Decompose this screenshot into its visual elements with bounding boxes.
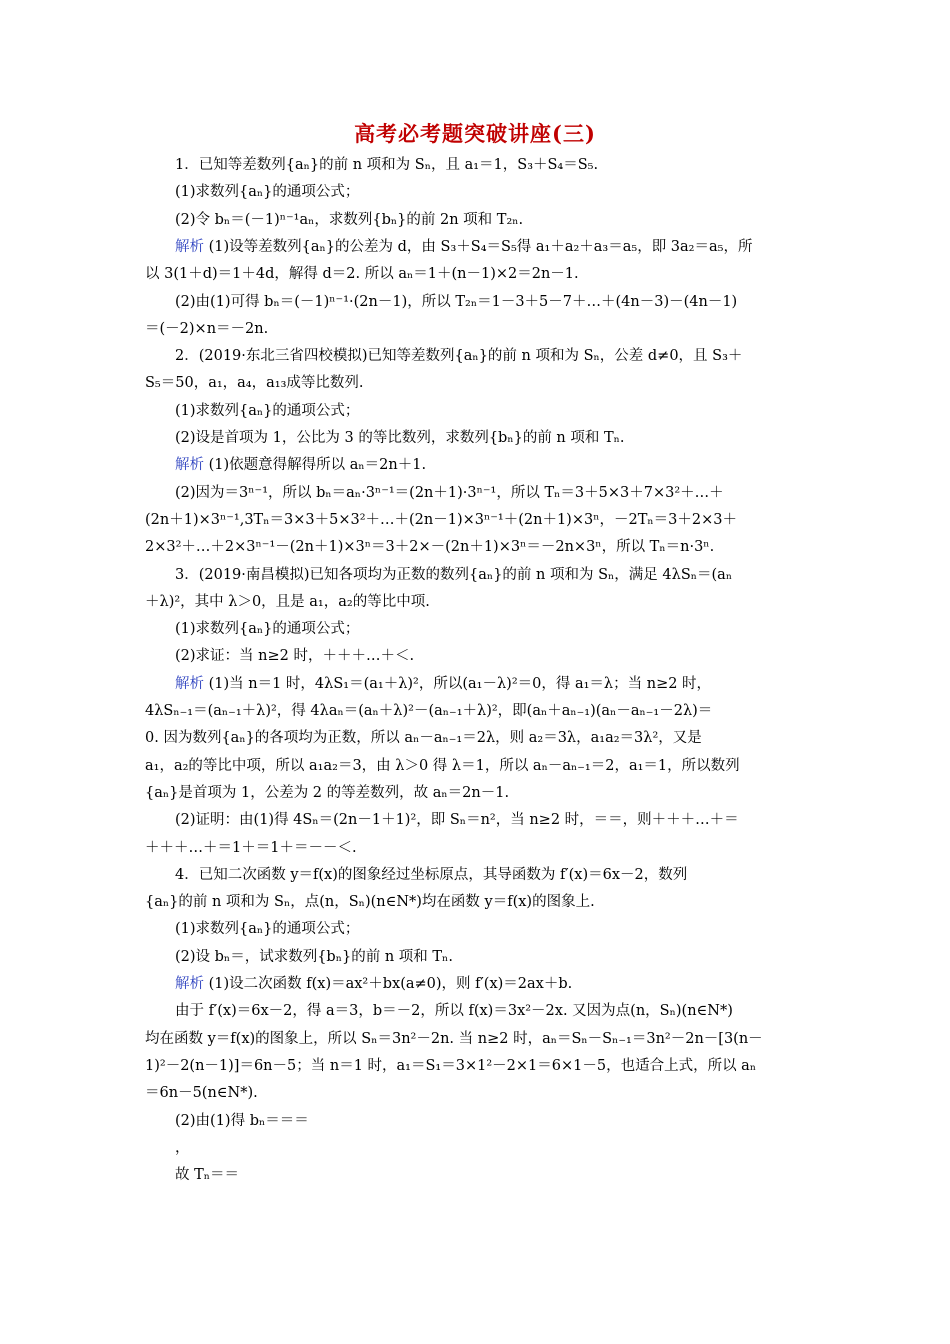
text-line	[145, 592, 810, 612]
line-text: (1)求数列{aₙ}的通项公式；	[175, 402, 360, 419]
text-line	[175, 865, 810, 885]
line-text: ＋＋＋…＋＝1＋＝1＋＝－－＜.	[145, 839, 357, 856]
line-text: 故 Tₙ＝＝	[175, 1167, 240, 1184]
line-text: 4．已知二次函数 y＝f(x)的图象经过坐标原点，其导函数为 f′(x)＝6x－2，数列	[175, 866, 688, 883]
line-text: 4λSₙ₋₁＝(aₙ₋₁＋λ)²，得 4λaₙ＝(aₙ＋λ)²－(aₙ₋₁＋λ)²，即(aₙ＋aₙ₋₁)(aₙ－aₙ₋₁－2λ)＝	[145, 703, 713, 719]
line-text: {aₙ}是首项为 1，公差为 2 的等差数列，故 aₙ＝2n－1.	[145, 784, 510, 801]
text-line	[175, 292, 810, 312]
line-text: (1)设二次函数 f(x)＝ax²＋bx(a≠0)，则 f′(x)＝2ax＋b.	[204, 976, 573, 992]
text-line	[145, 373, 810, 393]
line-text: (1)求数列{aₙ}的通项公式；	[175, 621, 360, 638]
solution-label: 解析	[175, 457, 204, 474]
line-text: ＝(－2)×n＝－2n.	[145, 320, 269, 337]
text-line	[175, 182, 810, 202]
text-line	[145, 264, 810, 284]
text-line	[175, 974, 810, 994]
text-line	[145, 756, 810, 776]
line-text: ，	[175, 1139, 190, 1156]
line-text: 均在函数 y＝f(x)的图象上，所以 Sₙ＝3n²－2n. 当 n≥2 时，aₙ＝Sₙ－Sₙ₋₁＝3n²－2n－[3(n－	[145, 1030, 763, 1047]
line-text: ＝6n－5(n∈N*).	[145, 1085, 258, 1102]
text-line	[175, 455, 810, 475]
text-line	[175, 1138, 810, 1158]
text-line	[175, 483, 810, 503]
text-line	[145, 1056, 810, 1076]
line-text: (2)令 bₙ＝(－1)ⁿ⁻¹aₙ，求数列{bₙ}的前 2n 项和 T₂ₙ.	[175, 211, 524, 228]
text-line	[145, 1029, 810, 1049]
line-text: 2．(2019·东北三省四校模拟)已知等差数列{aₙ}的前 n 项和为 Sₙ，公差 d≠0，且 S₃＋	[175, 348, 743, 365]
line-text: 2×3²＋…＋2×3ⁿ⁻¹－(2n＋1)×3ⁿ＝3＋2×－(2n＋1)×3ⁿ＝－2n×3ⁿ，所以 Tₙ＝n·3ⁿ.	[145, 539, 715, 556]
line-text: (2)设是首项为 1，公比为 3 的等比数列，求数列{bₙ}的前 n 项和 Tₙ.	[175, 430, 625, 446]
text-line	[175, 210, 810, 230]
text-line	[175, 565, 810, 585]
line-text: 1．已知等差数列{aₙ}的前 n 项和为 Sₙ，且 a₁＝1，S₃＋S₄＝S₅.	[175, 157, 599, 173]
line-text: S₅＝50，a₁，a₄，a₁₃成等比数列.	[145, 375, 364, 392]
text-line	[175, 428, 810, 448]
line-text: 3．(2019·南昌模拟)已知各项均为正数的数列{aₙ}的前 n 项和为 Sₙ，满足 4λSₙ＝(aₙ	[175, 566, 733, 583]
text-line	[145, 319, 810, 339]
text-line	[175, 810, 810, 830]
line-text: 0. 因为数列{aₙ}的各项均为正数，所以 aₙ－aₙ₋₁＝2λ，则 a₂＝3λ，a₁a₂＝3λ²，又是	[145, 730, 702, 747]
text-line	[145, 728, 810, 748]
line-text: (2)因为＝3ⁿ⁻¹，所以 bₙ＝aₙ·3ⁿ⁻¹＝(2n＋1)·3ⁿ⁻¹，所以 Tₙ＝3＋5×3＋7×3²＋…＋	[175, 484, 724, 501]
text-line	[175, 155, 810, 175]
text-line	[145, 510, 810, 530]
line-text: (2)设 bₙ＝，试求数列{bₙ}的前 n 项和 Tₙ.	[175, 948, 453, 965]
line-text: (1)求数列{aₙ}的通项公式；	[175, 921, 360, 938]
line-text: {aₙ}的前 n 项和为 Sₙ，点(n，Sₙ)(n∈N*)均在函数 y＝f(x)的图象上.	[145, 894, 595, 911]
text-line	[145, 1083, 810, 1103]
line-text: (1)求数列{aₙ}的通项公式；	[175, 184, 360, 201]
line-text: (1)设等差数列{aₙ}的公差为 d，由 S₃＋S₄＝S₅得 a₁＋a₂＋a₃＝a₅，即 3a₂＝a₅，所	[204, 238, 753, 255]
text-line	[175, 346, 810, 366]
text-line	[145, 892, 810, 912]
text-line	[175, 947, 810, 967]
solution-label: 解析	[175, 976, 204, 992]
line-text: (2)由(1)可得 bₙ＝(－1)ⁿ⁻¹·(2n－1)，所以 T₂ₙ＝1－3＋5－7＋…＋(4n－3)－(4n－1)	[175, 293, 738, 310]
text-line	[175, 919, 810, 939]
line-text: (2)求证：当 n≥2 时，＋＋＋…＋＜.	[175, 648, 415, 665]
line-text: (1)当 n＝1 时，4λS₁＝(a₁＋λ)²，所以(a₁－λ)²＝0，得 a₁＝λ；当 n≥2 时，	[204, 675, 712, 692]
text-line	[145, 838, 810, 858]
text-line	[175, 646, 810, 666]
solution-label: 解析	[175, 238, 204, 255]
line-text: 由于 f′(x)＝6x－2，得 a＝3，b＝－2，所以 f(x)＝3x²－2x. 又因为点(n，Sₙ)(n∈N*)	[175, 1003, 733, 1020]
text-line	[175, 1111, 810, 1131]
line-text: 1)²－2(n－1)]＝6n－5；当 n＝1 时，a₁＝S₁＝3×1²－2×1＝6×1－5，也适合上式，所以 aₙ	[145, 1057, 757, 1074]
line-text: (1)依题意得解得所以 aₙ＝2n＋1.	[204, 457, 427, 474]
line-text: (2)由(1)得 bₙ＝＝＝	[175, 1112, 309, 1129]
text-line	[175, 619, 810, 639]
text-line	[145, 537, 810, 557]
text-line	[175, 1165, 810, 1185]
page-title: 高考必考题突破讲座(三)	[354, 121, 596, 146]
text-line	[145, 783, 810, 803]
text-line	[175, 401, 810, 421]
line-text: (2)证明：由(1)得 4Sₙ＝(2n－1＋1)²，即 Sₙ＝n²，当 n≥2 时，＝＝，则＋＋＋…＋＝	[175, 812, 739, 829]
line-text: 以 3(1＋d)＝1＋4d，解得 d＝2. 所以 aₙ＝1＋(n－1)×2＝2n－1.	[145, 266, 579, 283]
solution-label: 解析	[175, 675, 204, 692]
text-line	[175, 674, 810, 694]
line-text: ＋λ)²，其中 λ＞0，且是 a₁，a₂的等比中项.	[145, 593, 430, 610]
line-text: a₁，a₂的等比中项，所以 a₁a₂＝3，由 λ＞0 得 λ＝1，所以 aₙ－aₙ₋₁＝2，a₁＝1，所以数列	[145, 757, 740, 774]
text-line	[175, 1001, 810, 1021]
text-line	[175, 237, 810, 257]
line-text: (2n＋1)×3ⁿ⁻¹,3Tₙ＝3×3＋5×3²＋…＋(2n－1)×3ⁿ⁻¹＋(2n＋1)×3ⁿ，－2Tₙ＝3＋2×3＋	[145, 511, 737, 528]
text-line	[145, 701, 810, 721]
